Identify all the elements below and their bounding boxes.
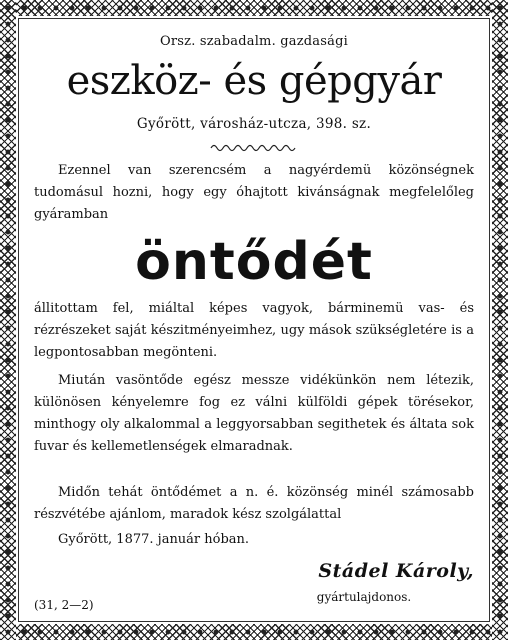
paragraph-capabilities: állitottam fel, miáltal képes vagyok, bárminemü vas- és rézrészeket saját készitményeimhez, ugy mások szükségletére is a legpontosabban megönteni. (34, 301, 474, 360)
paragraph-closing: Midőn tehát öntődémet a n. é. közönség minél számosabb részvétébe ajánlom, maradok kész szolgálattal (34, 485, 474, 522)
ornamental-border-top (0, 0, 508, 16)
headline: eszköz- és gépgyár (66, 58, 442, 104)
paragraph-intro: Ezennel van szerencsém a nagyérdemü közönségnek tudomásul hozni, hogy egy óhajtott kivánságnak megfelelőleg gyáramban (34, 163, 474, 222)
header-line: Orsz. szabadalm. gazdasági (160, 34, 348, 49)
address-line: Győrött, városház-utcza, 398. sz. (136, 116, 372, 132)
foundry-title: öntődét (135, 232, 373, 292)
signature: Stádel Károly, (318, 560, 474, 582)
ad-content (34, 22, 474, 620)
ornamental-border-left (0, 0, 16, 640)
reference-number: (31, 2—2) (34, 598, 94, 612)
ornamental-border-bottom (0, 624, 508, 640)
ornamental-divider (209, 142, 299, 154)
paragraph-benefits: Miután vasöntőde egész messze vidékünkön nem létezik, különösen kényelemre fog ez válni külföldi gépek törésekor, minthogy oly alkalommal a leggyorsabban segithetek és áltata sok fuvar és kellemetlenségek elmaradnak. (34, 373, 474, 454)
ornamental-border-right (492, 0, 508, 640)
signature-title: gyártulajdonos. (316, 590, 412, 604)
date-line: Győrött, 1877. január hóban. (58, 532, 250, 547)
